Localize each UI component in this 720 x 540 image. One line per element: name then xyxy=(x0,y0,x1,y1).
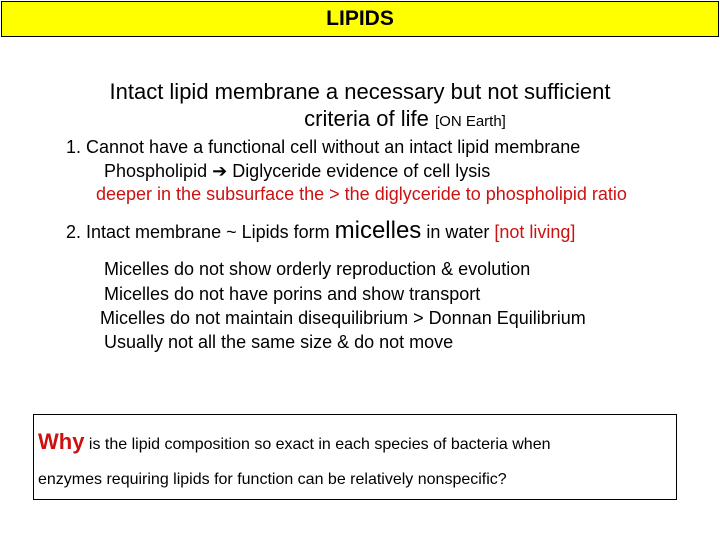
why-line-2-text: enzymes requiring lipids for function can be relatively nonspecific? xyxy=(38,471,507,488)
intro-text-2: criteria of life xyxy=(304,106,429,131)
point-2-prefix: 2. Intact membrane ~ Lipids form xyxy=(66,222,335,242)
micelles-word: micelles xyxy=(334,217,422,244)
arrow-right-icon: ➔ xyxy=(212,161,228,181)
diglyceride-text: Diglyceride evidence of cell lysis xyxy=(227,161,491,181)
micelles-item-3 xyxy=(100,307,586,329)
intro-text-1: Intact lipid membrane a necessary but not sufficient xyxy=(109,79,611,104)
micelles-item-1 xyxy=(104,258,530,280)
why-word: Why xyxy=(38,429,85,454)
point-2-middle: in water xyxy=(421,222,495,242)
micelles-item-4 xyxy=(104,331,453,353)
micelles-item-2 xyxy=(104,283,480,305)
micelles-item-text: Micelles do not show orderly reproduction & evolution xyxy=(104,259,531,279)
micelles-item-text: Micelles do not maintain disequilibrium > Donnan Equilibrium xyxy=(100,308,586,328)
why-line-1-text: is the lipid composition so exact in each species of bacteria when xyxy=(84,436,551,453)
why-line-2 xyxy=(38,471,507,489)
intro-line-1 xyxy=(0,78,720,105)
not-living-note: [not living] xyxy=(494,222,576,242)
point-1-text: 1. Cannot have a functional cell without an intact lipid membrane xyxy=(66,137,581,157)
point-1-red-line xyxy=(96,183,627,205)
point-1 xyxy=(66,136,580,158)
micelles-item-text: Micelles do not have porins and show transport xyxy=(104,284,481,304)
page-title: LIPIDS xyxy=(326,7,394,30)
point-1-sub xyxy=(104,160,490,182)
title-bar xyxy=(1,1,719,37)
ratio-text: deeper in the subsurface the > the diglyceride to phospholipid ratio xyxy=(96,184,627,204)
why-line-1 xyxy=(38,429,550,455)
intro-note: [ON Earth] xyxy=(434,113,506,130)
intro-line-2 xyxy=(0,105,720,135)
phospholipid-text: Phospholipid xyxy=(104,161,213,181)
point-2 xyxy=(66,216,575,247)
why-question-box xyxy=(33,414,677,500)
micelles-item-text: Usually not all the same size & do not move xyxy=(104,332,454,352)
